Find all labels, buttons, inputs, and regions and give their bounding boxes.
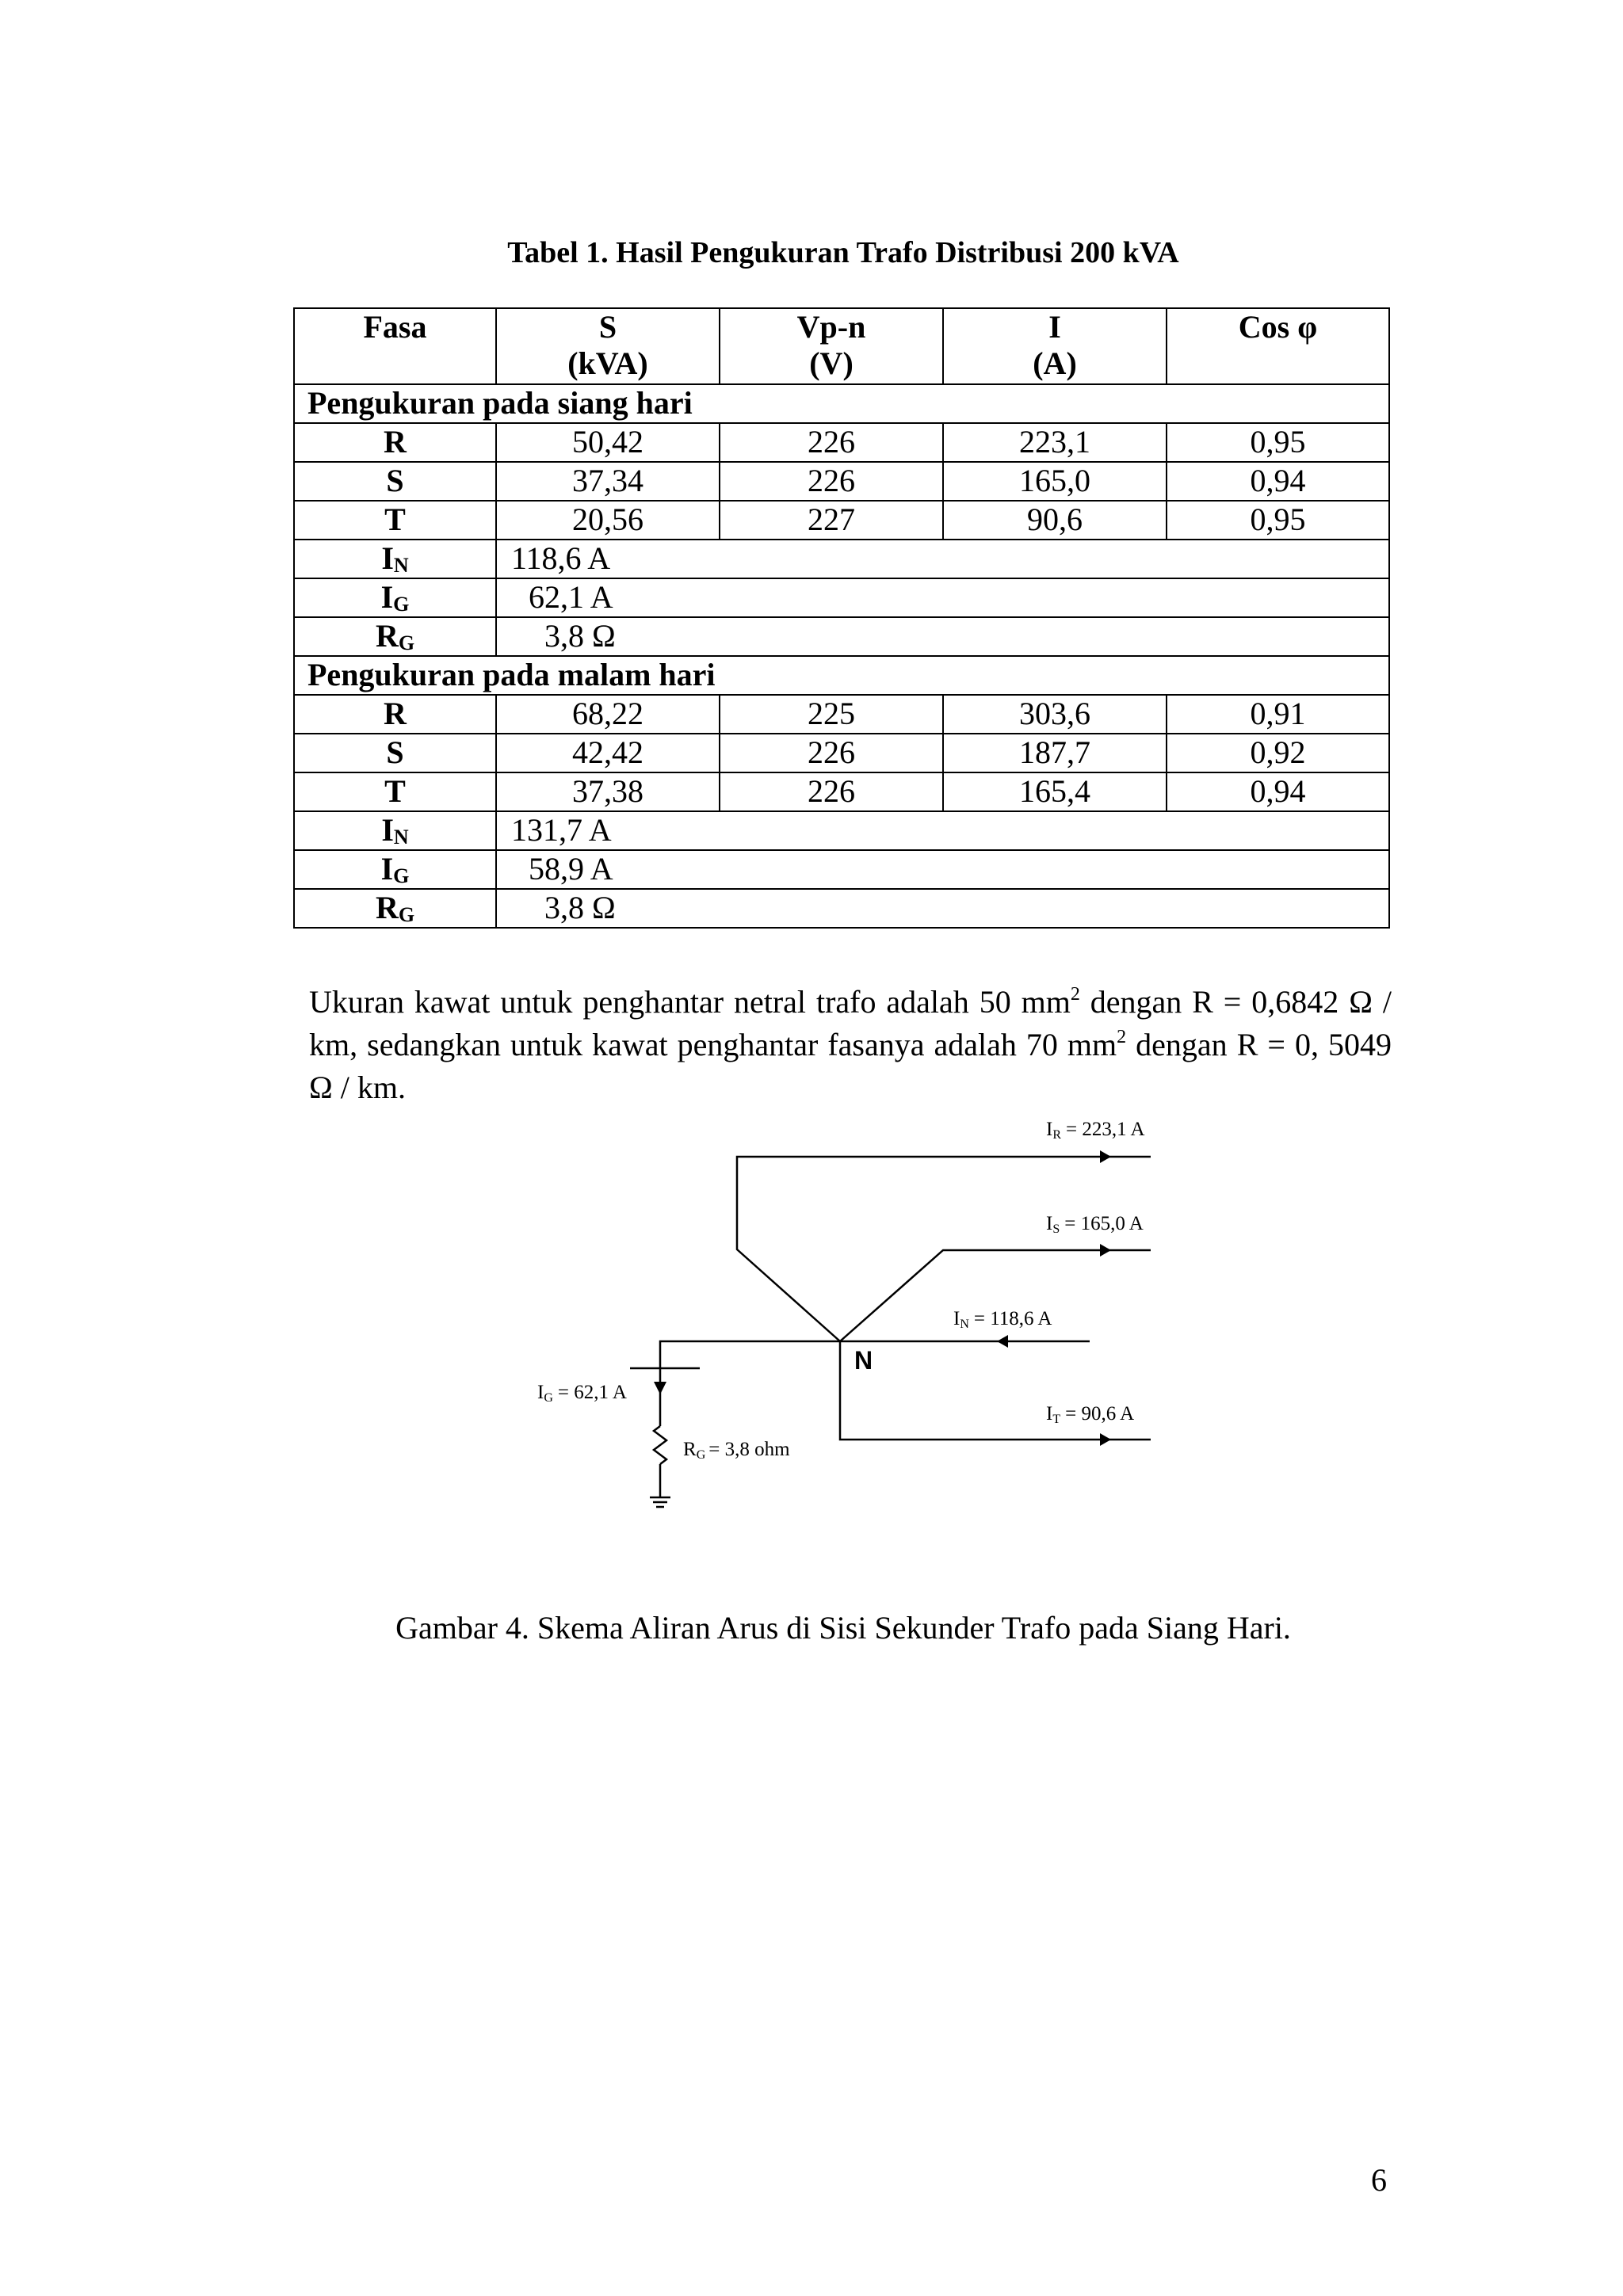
value-cell: 62,1 A bbox=[496, 578, 720, 617]
phase-cell: $R_G$ bbox=[294, 617, 496, 656]
body-paragraph: Ukuran kawat untuk penghantar netral trafo adalah 50 $mm^2$ dengan R = 0,6842 Ω / km, sedangkan untuk kawat penghantar fasanya adalah 70 $mm^2$ dengan R = 0, 5049 Ω / km. bbox=[309, 984, 1392, 1105]
arrow-it bbox=[1100, 1433, 1111, 1446]
phase-t-wire bbox=[840, 1341, 1151, 1440]
header-i: I (A) bbox=[943, 308, 1167, 384]
value-cell: 58,9 A bbox=[496, 850, 720, 889]
phase-cell: R bbox=[294, 695, 496, 734]
phase-cell: $I_N$ bbox=[294, 811, 496, 850]
phase-r-wire bbox=[737, 1157, 1151, 1341]
cos-cell: 0,95 bbox=[1167, 501, 1389, 540]
s-cell: 42,42 bbox=[496, 734, 720, 772]
arrow-is bbox=[1100, 1244, 1111, 1257]
i-cell: 303,6 bbox=[943, 695, 1167, 734]
cos-cell: 0,95 bbox=[1167, 423, 1389, 462]
label-ig: IG = 62,1 A bbox=[537, 1382, 627, 1405]
value-cell: 3,8 Ω bbox=[496, 889, 720, 928]
s-cell: 37,34 bbox=[496, 462, 720, 501]
table-title: Tabel 1. Hasil Pengukuran Trafo Distribusi 200 kVA bbox=[507, 236, 1179, 269]
s-cell: 20,56 bbox=[496, 501, 720, 540]
header-fasa: Fasa bbox=[294, 308, 496, 384]
cos-cell: 0,92 bbox=[1167, 734, 1389, 772]
v-cell: 225 bbox=[720, 695, 943, 734]
arrow-in bbox=[997, 1335, 1008, 1348]
phase-cell: $I_G$ bbox=[294, 850, 496, 889]
v-cell: 227 bbox=[720, 501, 943, 540]
label-in: IN = 118,6 A bbox=[953, 1308, 1052, 1331]
s-cell: 37,38 bbox=[496, 772, 720, 811]
i-cell: 165,0 bbox=[943, 462, 1167, 501]
s-cell: 50,42 bbox=[496, 423, 720, 462]
s-cell: 68,22 bbox=[496, 695, 720, 734]
label-it: IT = 90,6 A bbox=[1046, 1403, 1135, 1426]
section-label-day: Pengukuran pada siang hari bbox=[294, 384, 1389, 423]
label-ir: IR = 223,1 A bbox=[1046, 1119, 1145, 1142]
phase-cell: $I_N$ bbox=[294, 540, 496, 578]
page-number: 6 bbox=[1371, 2162, 1387, 2198]
label-is: IS = 165,0 A bbox=[1046, 1213, 1144, 1236]
cos-cell: 0,91 bbox=[1167, 695, 1389, 734]
resistor-rg bbox=[654, 1426, 666, 1464]
arrow-ir bbox=[1100, 1150, 1111, 1163]
i-cell: 90,6 bbox=[943, 501, 1167, 540]
phase-cell: $R_G$ bbox=[294, 889, 496, 928]
v-cell: 226 bbox=[720, 772, 943, 811]
value-cell: 131,7 A bbox=[496, 811, 720, 850]
phase-cell: S bbox=[294, 734, 496, 772]
label-rg: RG = 3,8 ohm bbox=[683, 1439, 790, 1462]
value-cell: 3,8 Ω bbox=[496, 617, 720, 656]
i-cell: 187,7 bbox=[943, 734, 1167, 772]
phase-cell: $I_G$ bbox=[294, 578, 496, 617]
v-cell: 226 bbox=[720, 462, 943, 501]
phase-cell: T bbox=[294, 501, 496, 540]
figure-caption: Gambar 4. Skema Aliran Arus di Sisi Sekunder Trafo pada Siang Hari. bbox=[395, 1610, 1291, 1646]
i-cell: 165,4 bbox=[943, 772, 1167, 811]
section-label-night: Pengukuran pada malam hari bbox=[294, 656, 1389, 695]
cos-cell: 0,94 bbox=[1167, 772, 1389, 811]
header-vpn: Vp-n (V) bbox=[720, 308, 943, 384]
header-s: S (kVA) bbox=[496, 308, 720, 384]
ground-wire bbox=[660, 1341, 840, 1426]
i-cell: 223,1 bbox=[943, 423, 1167, 462]
arrow-ig bbox=[654, 1382, 666, 1394]
phase-cell: S bbox=[294, 462, 496, 501]
cos-cell: 0,94 bbox=[1167, 462, 1389, 501]
node-n-label: N bbox=[854, 1346, 873, 1375]
v-cell: 226 bbox=[720, 423, 943, 462]
phase-cell: T bbox=[294, 772, 496, 811]
header-cos: Cos φ bbox=[1167, 308, 1389, 384]
phase-cell: R bbox=[294, 423, 496, 462]
v-cell: 226 bbox=[720, 734, 943, 772]
value-cell: 118,6 A bbox=[496, 540, 720, 578]
